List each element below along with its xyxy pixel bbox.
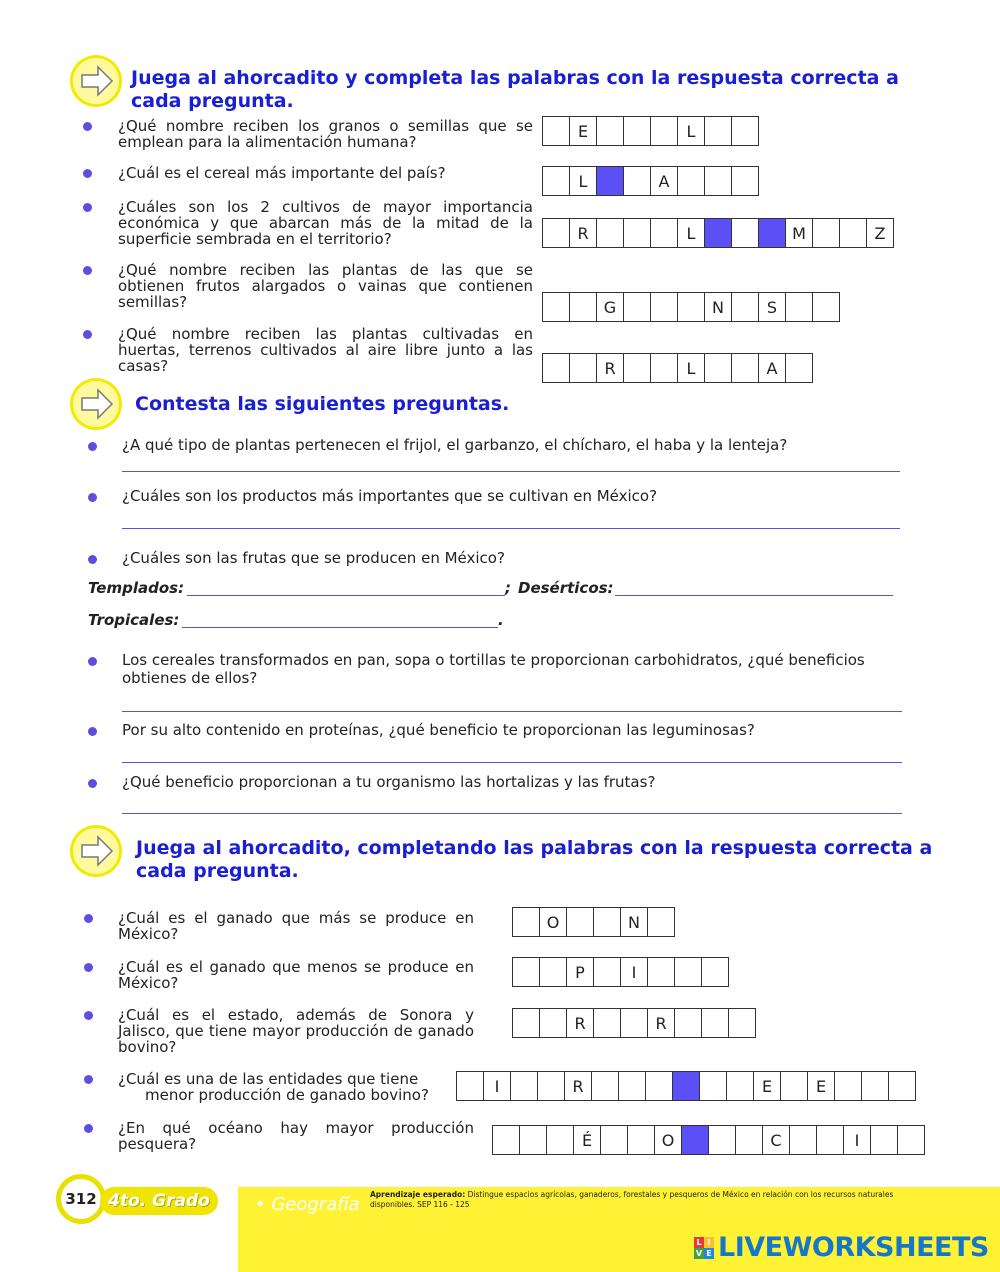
s3-question-1: ¿Cuál es el ganado que más se produce en México? — [118, 909, 474, 943]
given-letter-box: I — [483, 1071, 511, 1101]
empty-letter-box[interactable] — [542, 353, 570, 383]
empty-letter-box[interactable] — [731, 166, 759, 196]
empty-letter-box[interactable] — [627, 1125, 655, 1155]
word-boxes-8 — [512, 1008, 755, 1038]
given-letter-box: L — [677, 116, 705, 146]
empty-letter-box[interactable] — [546, 1125, 574, 1155]
word-boxes-9 — [456, 1071, 915, 1101]
given-letter-box: Z — [866, 218, 894, 248]
empty-letter-box[interactable] — [674, 957, 702, 987]
given-letter-box: R — [564, 1071, 592, 1101]
empty-letter-box[interactable] — [647, 907, 675, 937]
empty-letter-box[interactable] — [731, 292, 759, 322]
empty-letter-box[interactable] — [623, 116, 651, 146]
bullet — [83, 169, 92, 178]
arrow-icon — [70, 378, 122, 430]
empty-letter-box[interactable] — [596, 218, 624, 248]
semicolon: ; — [505, 579, 511, 597]
bullet — [88, 727, 97, 736]
s2-question-1: ¿A qué tipo de plantas pertenecen el frijol, el garbanzo, el chícharo, el haba y la lenteja? — [122, 436, 788, 454]
s2-question-4: Los cereales transformados en pan, sopa o tortillas te proporcionan carbohidratos, ¿qué beneficios obtienes de ellos? — [122, 651, 865, 687]
empty-letter-box[interactable] — [623, 218, 651, 248]
empty-letter-box[interactable] — [593, 957, 621, 987]
arrow-icon — [70, 825, 122, 877]
empty-letter-box[interactable] — [677, 292, 705, 322]
empty-letter-box[interactable] — [726, 1071, 754, 1101]
empty-letter-box[interactable] — [542, 166, 570, 196]
filled-letter-box — [704, 218, 732, 248]
answer-line-1[interactable] — [122, 471, 900, 472]
liveworksheets-logo-icon: L I V E — [694, 1237, 714, 1259]
s1-question-4: ¿Qué nombre reciben las plantas de las que se obtienen frutos alargados o vainas que contienen semillas? — [118, 261, 533, 311]
given-letter-box: R — [647, 1008, 675, 1038]
empty-letter-box[interactable] — [539, 957, 567, 987]
learning-text: Distingue espacios agrícolas, ganaderos, forestales y pesqueros de México en relación con los recursos naturales disponibles. SEP 116 - 125 — [370, 1190, 894, 1209]
empty-letter-box[interactable] — [812, 218, 840, 248]
given-letter-box: A — [758, 353, 786, 383]
s2-question-5: Por su alto contenido en proteínas, ¿qué beneficio te proporcionan las leguminosas? — [122, 721, 755, 739]
bullet — [83, 330, 92, 339]
filled-letter-box — [681, 1125, 709, 1155]
section1-heading: Juega al ahorcadito y completa las palabras con la respuesta correcta a cada pregunta. — [131, 67, 899, 112]
given-letter-box: O — [539, 907, 567, 937]
bullet — [84, 1075, 93, 1084]
empty-letter-box[interactable] — [512, 907, 540, 937]
templados-label: Templados: — [88, 579, 185, 597]
given-letter-box: E — [569, 116, 597, 146]
bullet — [83, 203, 92, 212]
s3-question-4-line2: menor producción de ganado bovino? — [145, 1086, 429, 1104]
given-letter-box: R — [566, 1008, 594, 1038]
empty-letter-box[interactable] — [539, 1008, 567, 1038]
empty-letter-box[interactable] — [510, 1071, 538, 1101]
word-boxes-2 — [542, 166, 758, 196]
given-letter-box: E — [753, 1071, 781, 1101]
empty-letter-box[interactable] — [677, 166, 705, 196]
s2-question-3: ¿Cuáles son las frutas que se producen en México? — [122, 549, 505, 567]
empty-letter-box[interactable] — [728, 1008, 756, 1038]
empty-letter-box[interactable] — [591, 1071, 619, 1101]
empty-letter-box[interactable] — [731, 218, 759, 248]
bullet — [88, 779, 97, 788]
bullet — [84, 1011, 93, 1020]
empty-letter-box[interactable] — [789, 1125, 817, 1155]
brand-text: LIVEWORKSHEETS — [718, 1232, 989, 1263]
empty-letter-box[interactable] — [542, 292, 570, 322]
empty-letter-box[interactable] — [512, 1008, 540, 1038]
page-number-badge — [56, 1174, 106, 1224]
empty-letter-box[interactable] — [623, 353, 651, 383]
section3-heading: Juega al ahorcadito, completando las palabras con la respuesta correcta a cada pregunta. — [136, 837, 933, 882]
word-boxes-4 — [542, 292, 839, 322]
word-boxes-10 — [492, 1125, 924, 1155]
bullet — [83, 122, 92, 131]
s2-question-2: ¿Cuáles son los productos más importantes que se cultivan en México? — [122, 487, 658, 505]
empty-letter-box[interactable] — [704, 166, 732, 196]
empty-letter-box[interactable] — [839, 218, 867, 248]
empty-letter-box[interactable] — [456, 1071, 484, 1101]
empty-letter-box[interactable] — [650, 218, 678, 248]
empty-letter-box[interactable] — [593, 907, 621, 937]
filled-letter-box — [596, 166, 624, 196]
given-letter-box: C — [762, 1125, 790, 1155]
tropicales-label: Tropicales: — [88, 611, 180, 629]
empty-letter-box[interactable] — [731, 116, 759, 146]
s3-question-4-line1: ¿Cuál es una de las entidades que tiene — [118, 1070, 419, 1088]
empty-letter-box[interactable] — [785, 292, 813, 322]
empty-letter-box[interactable] — [704, 353, 732, 383]
empty-letter-box[interactable] — [708, 1125, 736, 1155]
empty-letter-box[interactable] — [735, 1125, 763, 1155]
empty-letter-box[interactable] — [519, 1125, 547, 1155]
filled-letter-box — [672, 1071, 700, 1101]
empty-letter-box[interactable] — [512, 957, 540, 987]
s1-question-5: ¿Qué nombre reciben las plantas cultivadas en huertas, terrenos cultivados al aire libre junto a las casas? — [118, 325, 533, 375]
tropicales-input[interactable] — [182, 627, 498, 628]
deserticos-label: Desérticos: — [518, 579, 614, 597]
empty-letter-box[interactable] — [650, 116, 678, 146]
s3-question-5: ¿En qué océano hay mayor producción pesquera? — [118, 1119, 474, 1153]
given-letter-box: É — [573, 1125, 601, 1155]
bullet — [88, 555, 97, 564]
answer-line-4[interactable] — [122, 711, 902, 712]
word-boxes-1 — [542, 116, 758, 146]
empty-letter-box[interactable] — [650, 353, 678, 383]
empty-letter-box[interactable] — [542, 218, 570, 248]
word-boxes-5 — [542, 353, 812, 383]
empty-letter-box[interactable] — [674, 1008, 702, 1038]
empty-letter-box[interactable] — [623, 292, 651, 322]
bullet — [84, 963, 93, 972]
filled-letter-box — [758, 218, 786, 248]
s1-question-2: ¿Cuál es el cereal más importante del país? — [118, 164, 446, 182]
s2-question-6: ¿Qué beneficio proporcionan a tu organismo las hortalizas y las frutas? — [122, 773, 656, 791]
given-letter-box: M — [785, 218, 813, 248]
word-boxes-3 — [542, 218, 893, 248]
empty-letter-box[interactable] — [731, 353, 759, 383]
section2-heading: Contesta las siguientes preguntas. — [135, 393, 510, 415]
empty-letter-box[interactable] — [542, 116, 570, 146]
empty-letter-box[interactable] — [888, 1071, 916, 1101]
empty-letter-box[interactable] — [897, 1125, 925, 1155]
empty-letter-box[interactable] — [870, 1125, 898, 1155]
given-letter-box: L — [677, 218, 705, 248]
answer-line-6[interactable] — [122, 813, 902, 814]
page-number: 312 — [61, 1179, 101, 1219]
given-letter-box: G — [596, 292, 624, 322]
empty-letter-box[interactable] — [780, 1071, 808, 1101]
empty-letter-box[interactable] — [645, 1071, 673, 1101]
given-letter-box: I — [843, 1125, 871, 1155]
period: . — [498, 611, 504, 629]
empty-letter-box[interactable] — [620, 1008, 648, 1038]
given-letter-box: R — [596, 353, 624, 383]
given-letter-box: A — [650, 166, 678, 196]
empty-letter-box[interactable] — [704, 116, 732, 146]
empty-letter-box[interactable] — [701, 1008, 729, 1038]
bullet — [88, 442, 97, 451]
given-letter-box: P — [566, 957, 594, 987]
empty-letter-box[interactable] — [537, 1071, 565, 1101]
given-letter-box: O — [654, 1125, 682, 1155]
bullet — [84, 1124, 93, 1133]
empty-letter-box[interactable] — [492, 1125, 520, 1155]
bullet — [88, 657, 97, 666]
empty-letter-box[interactable] — [566, 907, 594, 937]
s3-question-3: ¿Cuál es el estado, además de Sonora y Jalisco, que tiene mayor producción de ganado bovino? — [118, 1006, 474, 1056]
word-boxes-7 — [512, 957, 728, 987]
empty-letter-box[interactable] — [812, 292, 840, 322]
s1-question-3: ¿Cuáles son los 2 cultivos de mayor importancia económica y que abarcan más de la mitad de la superficie sembrada en el territorio? — [118, 198, 533, 248]
empty-letter-box[interactable] — [647, 957, 675, 987]
empty-letter-box[interactable] — [600, 1125, 628, 1155]
s1-question-1: ¿Qué nombre reciben los granos o semillas que se emplean para la alimentación humana? — [118, 117, 533, 151]
answer-line-2[interactable] — [122, 528, 900, 529]
given-letter-box: R — [569, 218, 597, 248]
empty-letter-box[interactable] — [650, 292, 678, 322]
given-letter-box: I — [620, 957, 648, 987]
empty-letter-box[interactable] — [618, 1071, 646, 1101]
grade-badge: 4to. Grado — [100, 1187, 218, 1215]
given-letter-box: N — [620, 907, 648, 937]
given-letter-box: L — [569, 166, 597, 196]
subject-label: • Geografía — [255, 1194, 360, 1215]
given-letter-box: N — [704, 292, 732, 322]
bullet — [83, 266, 92, 275]
given-letter-box: S — [758, 292, 786, 322]
empty-letter-box[interactable] — [596, 116, 624, 146]
arrow-icon — [70, 55, 122, 107]
bullet — [84, 914, 93, 923]
empty-letter-box[interactable] — [569, 292, 597, 322]
empty-letter-box[interactable] — [816, 1125, 844, 1155]
answer-line-5[interactable] — [122, 762, 902, 763]
given-letter-box: E — [807, 1071, 835, 1101]
learning-expected — [370, 1190, 930, 1210]
empty-letter-box[interactable] — [593, 1008, 621, 1038]
empty-letter-box[interactable] — [701, 957, 729, 987]
bullet — [88, 493, 97, 502]
liveworksheets-logo — [694, 1232, 989, 1263]
s3-question-2: ¿Cuál es el ganado que menos se produce en México? — [118, 958, 474, 992]
templados-input[interactable] — [187, 595, 505, 596]
empty-letter-box[interactable] — [699, 1071, 727, 1101]
empty-letter-box[interactable] — [861, 1071, 889, 1101]
learning-label: Aprendizaje esperado: — [370, 1190, 466, 1199]
empty-letter-box[interactable] — [569, 353, 597, 383]
word-boxes-6 — [512, 907, 674, 937]
given-letter-box: L — [677, 353, 705, 383]
empty-letter-box[interactable] — [623, 166, 651, 196]
empty-letter-box[interactable] — [834, 1071, 862, 1101]
empty-letter-box[interactable] — [785, 353, 813, 383]
deserticos-input[interactable] — [615, 595, 893, 596]
